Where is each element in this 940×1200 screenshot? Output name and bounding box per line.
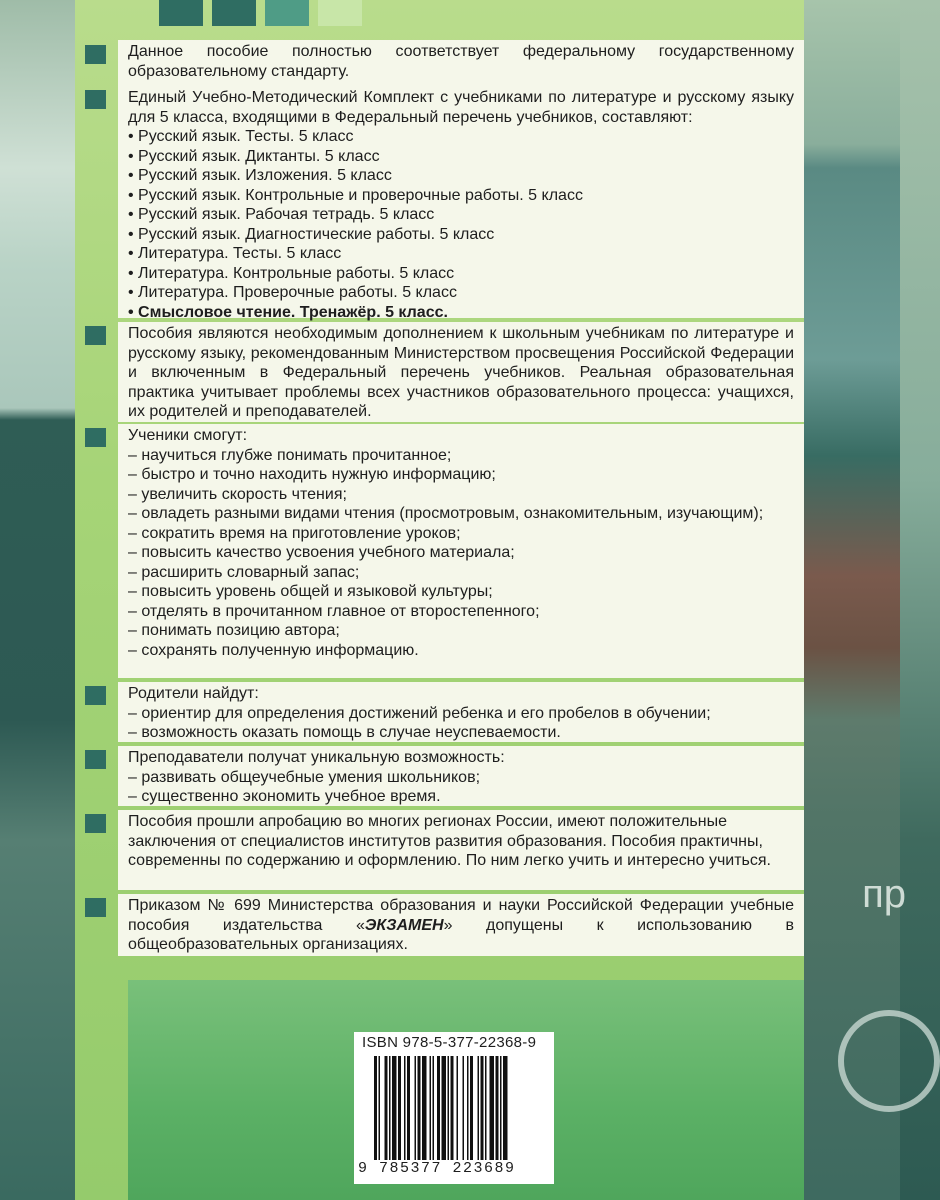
section-marker	[85, 326, 106, 345]
list-item: – расширить словарный запас;	[128, 563, 360, 581]
list-item: – возможность оказать помощь в случае неуспеваемости.	[128, 724, 561, 741]
barcode-bar	[442, 1056, 447, 1160]
top-square-3	[265, 0, 309, 26]
order-text	[128, 896, 794, 955]
barcode-bar	[404, 1056, 406, 1160]
section-text-box	[118, 810, 804, 890]
list-item: • Русский язык. Контрольные и проверочные работы. 5 класс	[128, 186, 794, 206]
barcode-bar	[500, 1056, 502, 1160]
barcode-bar	[467, 1056, 469, 1160]
list-item: – быстро и точно находить нужную информацию;	[128, 466, 496, 483]
barcode-bar	[457, 1056, 459, 1160]
barcode-bar	[379, 1056, 381, 1160]
barcode-bar	[437, 1056, 440, 1160]
students-intro: Ученики смогут:	[128, 427, 248, 444]
approbation-text: Пособия прошли апробацию во многих регионах России, имеют положительные заключения от специалистов институтов развития образования. Пособия практичны, современны по содержанию и оформлению. По ним легко учить и интересно учиться.	[128, 813, 771, 869]
standard-text: Данное пособие полностью соответствует федеральному государственному образовательному стандарту.	[128, 43, 794, 80]
list-item: • Литература. Контрольные работы. 5 класс	[128, 264, 794, 284]
barcode-bar	[418, 1056, 421, 1160]
list-item: – повысить качество усвоения учебного материала;	[128, 544, 515, 561]
list-item: – ориентир для определения достижений ребенка и его пробелов в обучении;	[128, 704, 711, 722]
list-item: • Литература. Проверочные работы. 5 класс	[128, 283, 794, 303]
list-item: – овладеть разными видами чтения (просмотровым, ознакомительным, изучающим);	[128, 505, 764, 522]
list-item: – существенно экономить учебное время.	[128, 788, 441, 805]
barcode-bar	[490, 1056, 495, 1160]
barcode-bar	[389, 1056, 391, 1160]
barcode-bar	[385, 1056, 388, 1160]
barcode-image	[374, 1056, 544, 1160]
barcode-label	[354, 1032, 554, 1184]
barcode-bar	[503, 1056, 508, 1160]
order-text-before: Приказом № 699 Министерства образования и науки Российской Федерации учебные пособия издательства «	[128, 897, 794, 934]
supplement-text: Пособия являются необходимым дополнением к школьным учебникам по литературе и русскому языку, рекомендованным Министерством просвещения Российской Федерации и включенным в Федеральный перечень учебников. Реальная образовательная практика учитывает проблемы всех участников образовательного процесса: учащихся, их родителей и преподавателей.	[128, 325, 794, 420]
list-item: • Русский язык. Изложения. 5 класс	[128, 166, 794, 186]
background-left-strip	[0, 0, 75, 1200]
parents-intro: Родители найдут:	[128, 685, 259, 702]
section-marker	[85, 90, 106, 109]
section-text-box	[118, 894, 804, 956]
section-text-box	[118, 40, 804, 86]
list-item: • Русский язык. Диагностические работы. 5 класс	[128, 225, 794, 245]
background-right-strip	[804, 0, 906, 1200]
section-marker	[85, 898, 106, 917]
list-item: – отделять в прочитанном главное от второстепенного;	[128, 602, 540, 620]
barcode-bar	[430, 1056, 432, 1160]
section-marker	[85, 428, 106, 447]
barcode-bar	[481, 1056, 484, 1160]
section-text-box	[118, 424, 804, 678]
list-item: • Русский язык. Диктанты. 5 класс	[128, 147, 794, 167]
barcode-bar	[415, 1056, 417, 1160]
barcode-bar	[448, 1056, 450, 1160]
list-item: • Русский язык. Рабочая тетрадь. 5 класс	[128, 205, 794, 225]
list-item: • Русский язык. Тесты. 5 класс	[128, 127, 794, 147]
publisher-name: ЭКЗАМЕН	[364, 916, 444, 934]
list-item: • Литература. Тесты. 5 класс	[128, 244, 794, 264]
barcode-digits: 9 785377 223689	[358, 1160, 516, 1177]
list-item: – научиться глубже понимать прочитанное;	[128, 446, 452, 464]
background-text: пр	[862, 872, 906, 916]
section-text-box	[118, 86, 804, 321]
list-item-highlight: • Смысловое чтение. Тренажёр. 5 класс.	[128, 303, 794, 323]
section-text-box	[118, 746, 804, 806]
barcode-bar	[374, 1056, 377, 1160]
list-item: – увеличить скорость чтения;	[128, 485, 347, 503]
isbn-text: ISBN 978-5-377-22368-9	[362, 1034, 537, 1051]
barcode-bar	[463, 1056, 465, 1160]
barcode-bar	[392, 1056, 397, 1160]
section-text-box	[118, 682, 804, 742]
section-marker	[85, 750, 106, 769]
list-item: – развивать общеучебные умения школьников;	[128, 768, 481, 786]
barcode-bar	[398, 1056, 401, 1160]
list-item: – сохранять полученную информацию.	[128, 641, 419, 659]
barcode-bar	[485, 1056, 487, 1160]
list-item: – сократить время на приготовление уроков;	[128, 524, 461, 542]
top-square-2	[212, 0, 256, 26]
list-item: – понимать позицию автора;	[128, 622, 340, 639]
barcode-bar	[422, 1056, 427, 1160]
background-circle	[838, 1010, 940, 1112]
barcode-bar	[407, 1056, 410, 1160]
section-marker	[85, 814, 106, 833]
barcode-bar	[470, 1056, 473, 1160]
list-item: – повысить уровень общей и языковой культуры;	[128, 583, 493, 600]
barcode-bar	[451, 1056, 454, 1160]
barcode-bar	[496, 1056, 499, 1160]
umk-intro: Единый Учебно-Методический Комплект с учебниками по литературе и русскому языку для 5 класса, входящими в Федеральный перечень учебников, составляют:	[128, 89, 794, 126]
order-text-after: » допущены к использованию в общеобразовательных организациях.	[128, 916, 794, 953]
section-marker	[85, 45, 106, 64]
section-text-box	[118, 322, 804, 422]
teachers-intro: Преподаватели получат уникальную возможность:	[128, 749, 505, 766]
top-square-4	[318, 0, 362, 26]
barcode-bar	[433, 1056, 435, 1160]
section-marker	[85, 686, 106, 705]
barcode-bar	[478, 1056, 480, 1160]
top-square-1	[159, 0, 203, 26]
